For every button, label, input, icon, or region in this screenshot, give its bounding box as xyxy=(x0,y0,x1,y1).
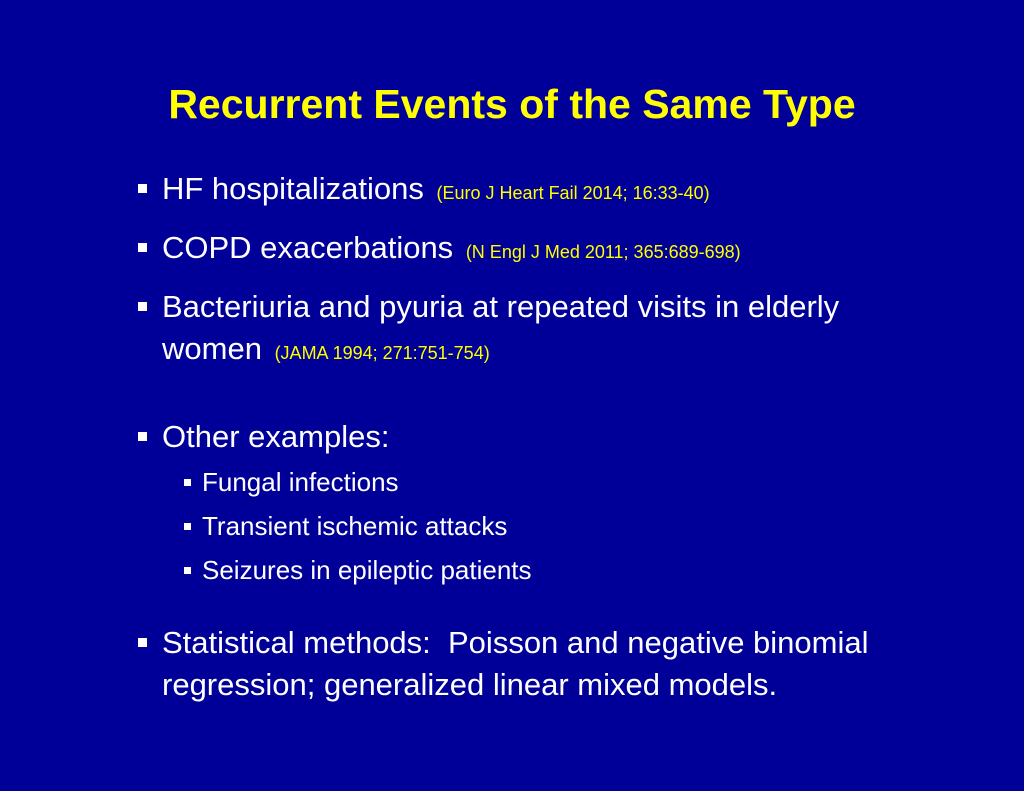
square-bullet-icon xyxy=(184,523,191,530)
bullet-text: Other examples: xyxy=(162,419,390,454)
square-bullet-icon xyxy=(138,302,147,311)
bullet-text: COPD exacerbations xyxy=(162,230,454,265)
sub-bullet-list xyxy=(162,460,912,592)
square-bullet-icon xyxy=(138,243,147,252)
slide-title: Recurrent Events of the Same Type xyxy=(168,81,856,127)
bullet-item xyxy=(132,416,912,592)
square-bullet-icon xyxy=(138,184,147,193)
bullet-text: HF hospitalizations xyxy=(162,171,424,206)
sub-bullet-text: Fungal infections xyxy=(202,467,399,497)
spacer xyxy=(132,273,912,286)
citation: (Euro J Heart Fail 2014; 16:33-40) xyxy=(436,183,710,203)
spacer xyxy=(132,214,912,227)
citation: (N Engl J Med 2011; 365:689-698) xyxy=(465,242,741,262)
sub-bullet-text: Transient ischemic attacks xyxy=(202,511,508,541)
spacer xyxy=(132,592,912,622)
bullet-item xyxy=(132,622,912,706)
square-bullet-icon xyxy=(184,567,191,574)
sub-bullet-item xyxy=(162,548,912,592)
bullet-item xyxy=(132,227,912,273)
sub-bullet-item xyxy=(162,460,912,504)
spacer xyxy=(132,374,912,416)
square-bullet-icon xyxy=(138,432,147,441)
square-bullet-icon xyxy=(138,638,147,647)
bullet-text: Bacteriuria and pyuria at repeated visits in elderly women xyxy=(162,289,840,366)
bullet-list xyxy=(132,168,912,706)
sub-bullet-text: Seizures in epileptic patients xyxy=(202,555,532,585)
sub-bullet-item xyxy=(162,504,912,548)
citation: (JAMA 1994; 271:751-754) xyxy=(274,343,490,363)
bullet-item xyxy=(132,286,912,374)
square-bullet-icon xyxy=(184,479,191,486)
bullet-text: Statistical methods: Poisson and negative binomial regression; generalized linear mixed models. xyxy=(162,625,878,702)
bullet-item xyxy=(132,168,912,214)
